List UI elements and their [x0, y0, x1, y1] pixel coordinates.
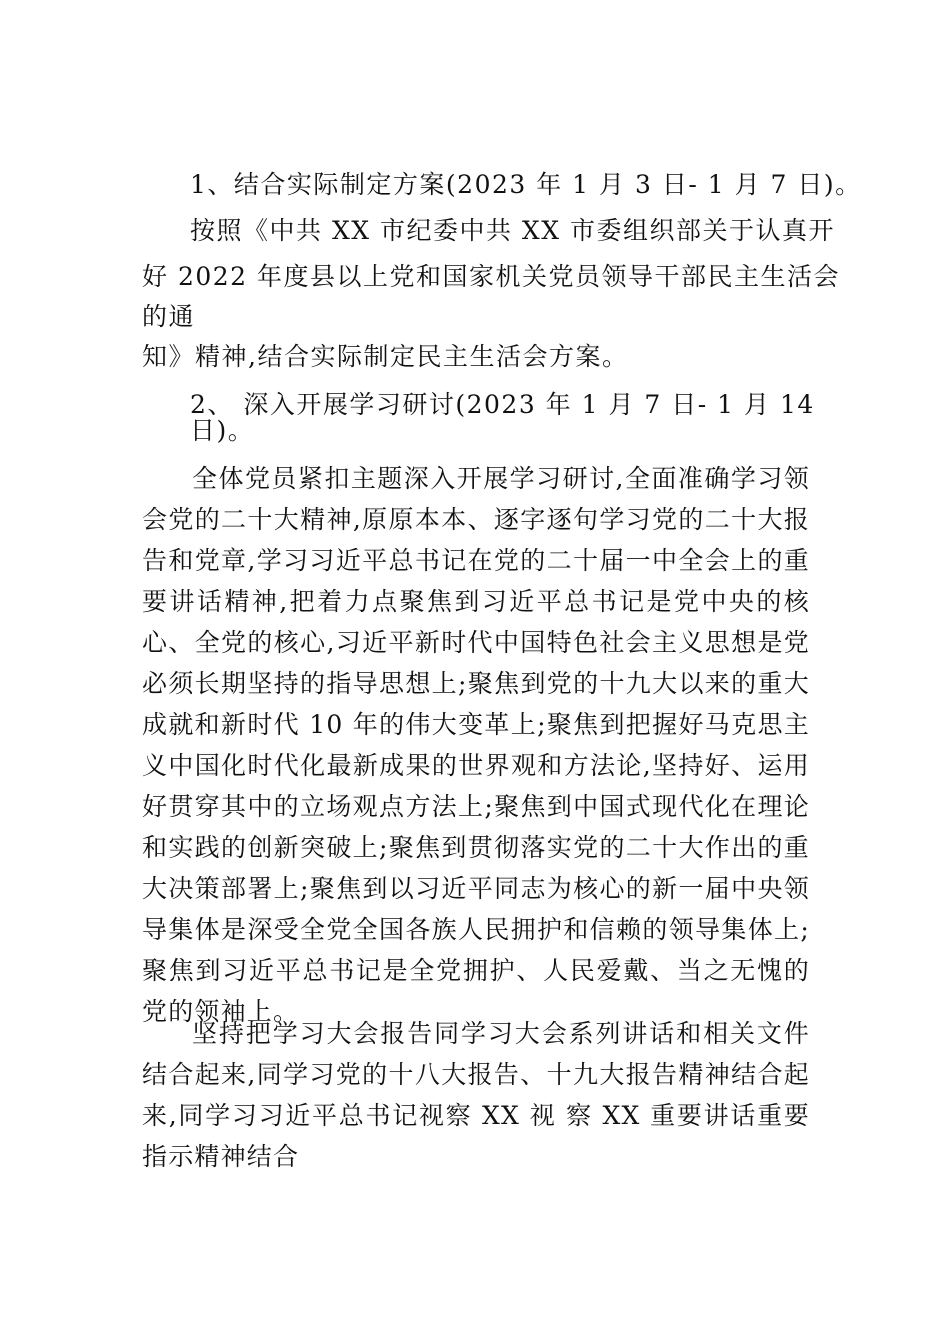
- section-1-heading: 1、结合实际制定方案(2023 年 1 月 3 日- 1 月 7 日)。: [190, 170, 862, 199]
- section-1-text-line-1: 按照《中共 XX 市纪委中共 XX 市委组织部关于认真开: [190, 216, 835, 245]
- section-2-heading-line-2: 日)。: [190, 416, 255, 445]
- section-1-text-line-4: 知》精神,结合实际制定民主生活会方案。: [142, 342, 629, 371]
- section-2-heading-line-1: 2、 深入开展学习研讨(2023 年 1 月 7 日- 1 月 14: [190, 390, 815, 419]
- section-2-paragraph-2: 坚持把学习大会报告同学习大会系列讲话和相关文件结合起来,同学习党的十八大报告、十九大报告精神结合起来,同学习习近平总书记视察 XX 视 察 XX 重要讲话重要指示精神结合: [142, 1019, 810, 1171]
- section-1-text-line-2: 好 2022 年度县以上党和国家机关党员领导干部民主生活会: [142, 262, 841, 291]
- section-2-paragraph-1: 全体党员紧扣主题深入开展学习研讨,全面准确学习领会党的二十大精神,原原本本、逐字逐句学习党的二十大报告和党章,学习习近平总书记在党的二十届一中全会上的重要讲话精神,把着力点聚焦到习近平总书记是党中央的核心、全党的核心,习近平新时代中国特色社会主义思想是党必须长期坚持的指导思想上;聚焦到党的十九大以来的重大成就和新时代 10 年的伟大变革上;聚焦到把握好马克思主义中国化时代化最新成果的世界观和方法论,坚持好、运用好贯穿其中的立场观点方法上;聚焦到中国式现代化在理论和实践的创新突破上;聚焦到贯彻落实党的二十大作出的重大决策部署上;聚焦到以习近平同志为核心的新一届中央领导集体是深受全党全国各族人民拥护和信赖的领导集体上;聚焦到习近平总书记是全党拥护、人民爱戴、当之无愧的党的领袖上。: [142, 464, 810, 1026]
- section-1-text-line-3: 的通: [142, 302, 196, 331]
